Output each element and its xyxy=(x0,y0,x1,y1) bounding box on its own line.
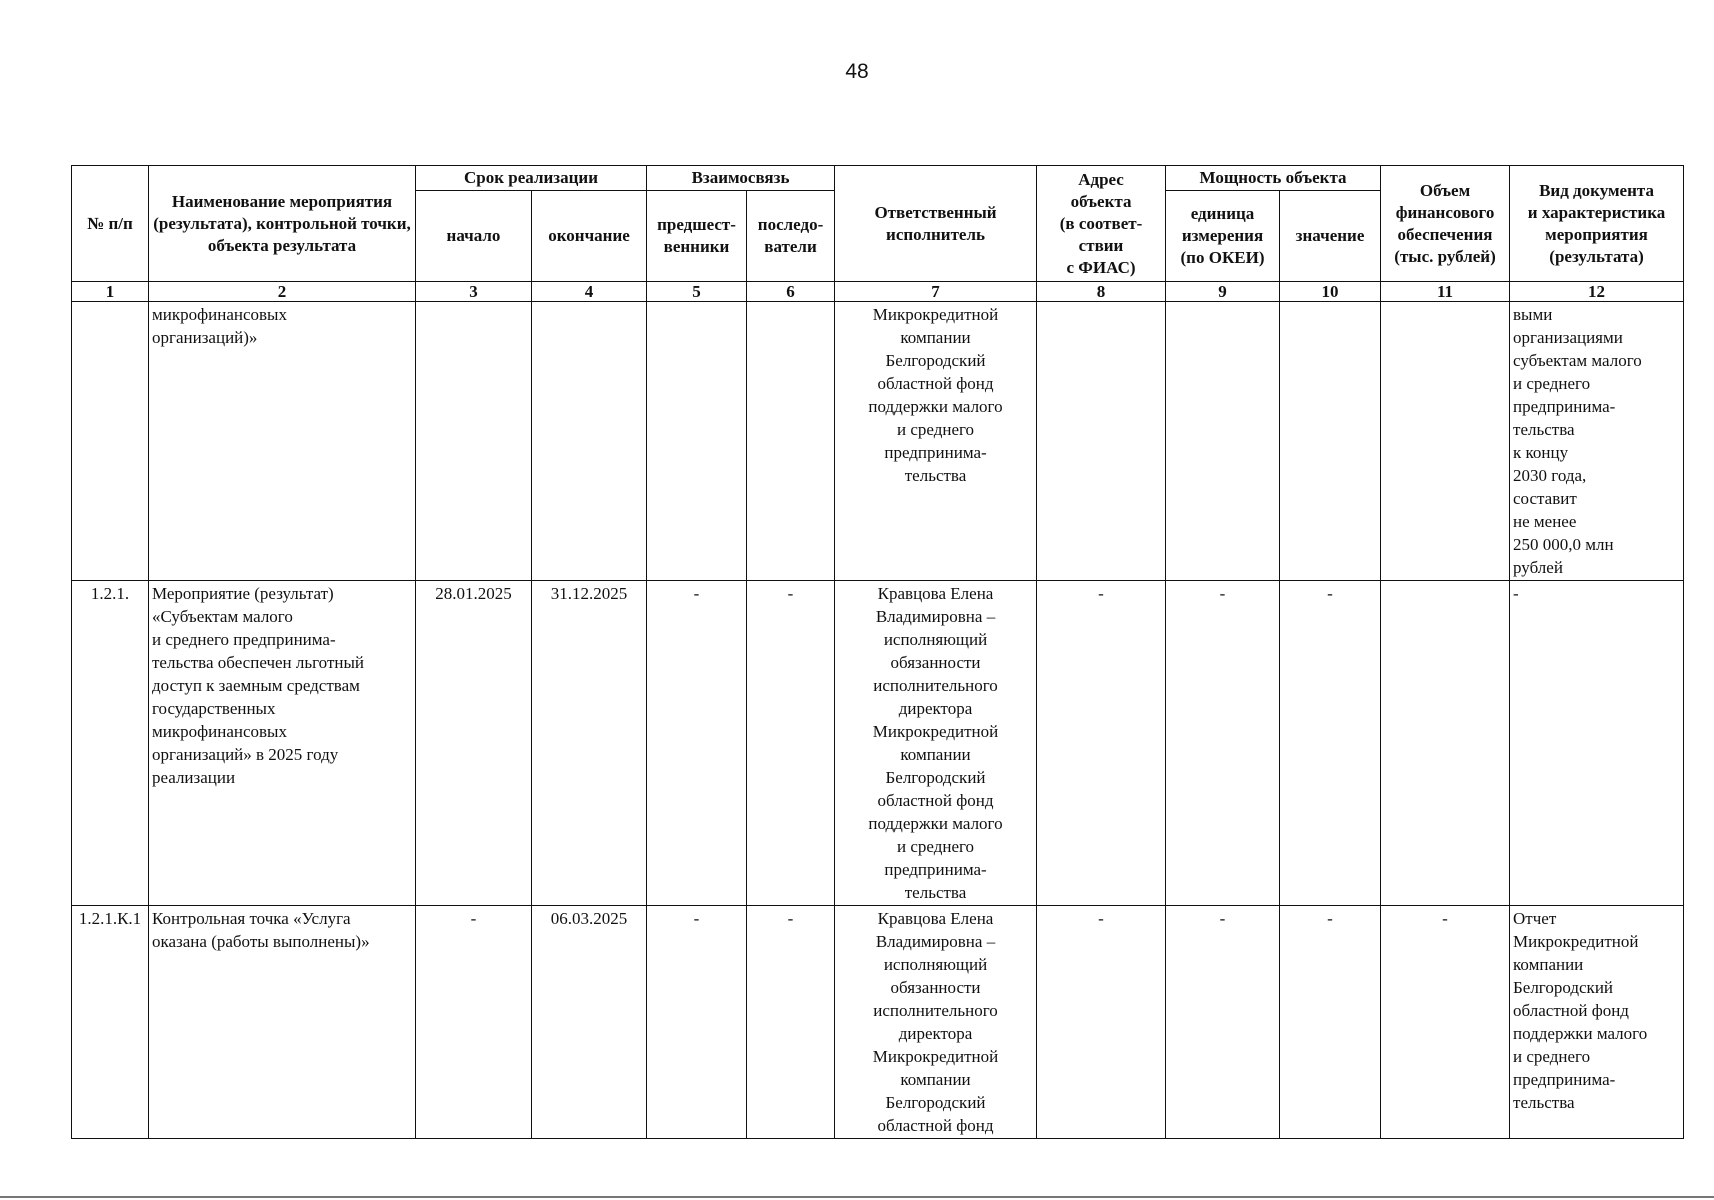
row-successors: - xyxy=(747,581,835,906)
row-name: Контрольная точка «Услуга оказана (работы выполнены)» xyxy=(149,906,416,1139)
header-address: Адрес объекта (в соответ- ствии с ФИАС) xyxy=(1037,166,1166,282)
row-num: 1.2.1.К.1 xyxy=(72,906,149,1139)
row-predecessors: - xyxy=(647,906,747,1139)
header-finance: Объем финансового обеспечения (тыс. рублей) xyxy=(1381,166,1510,282)
row-name: Мероприятие (результат) «Субъектам малого и среднего предпринима- тельства обеспечен льготный доступ к заемным средствам государственных микрофинансовых организаций» в 2025 году реализации xyxy=(149,581,416,906)
row-finance xyxy=(1381,581,1510,906)
row-finance xyxy=(1381,302,1510,581)
row-unit: - xyxy=(1166,581,1280,906)
table-header xyxy=(72,166,1684,302)
row-end: 06.03.2025 xyxy=(532,906,647,1139)
header-document: Вид документа и характеристика мероприятия (результата) xyxy=(1510,166,1684,282)
page-bottom-rule xyxy=(0,1196,1714,1198)
header-value: значение xyxy=(1280,191,1381,282)
row-unit: - xyxy=(1166,906,1280,1139)
column-number: 2 xyxy=(149,282,416,302)
row-responsible: Микрокредитной компании Белгородский областной фонд поддержки малого и среднего предпринима- тельства xyxy=(835,302,1037,581)
row-num xyxy=(72,302,149,581)
row-address: - xyxy=(1037,581,1166,906)
row-address xyxy=(1037,302,1166,581)
header-responsible: Ответственный исполнитель xyxy=(835,166,1037,282)
header-start: начало xyxy=(416,191,532,282)
table-row xyxy=(72,906,1684,1139)
header-name: Наименование мероприятия (результата), контрольной точки, объекта результата xyxy=(149,166,416,282)
row-finance: - xyxy=(1381,906,1510,1139)
page-number: 48 xyxy=(845,60,869,83)
column-number: 10 xyxy=(1280,282,1381,302)
column-number: 9 xyxy=(1166,282,1280,302)
column-number: 12 xyxy=(1510,282,1684,302)
header-end: окончание xyxy=(532,191,647,282)
plan-table xyxy=(71,165,1684,1139)
column-number: 7 xyxy=(835,282,1037,302)
column-number: 11 xyxy=(1381,282,1510,302)
row-predecessors: - xyxy=(647,581,747,906)
header-predecessors: предшест- венники xyxy=(647,191,747,282)
row-num: 1.2.1. xyxy=(72,581,149,906)
row-address: - xyxy=(1037,906,1166,1139)
table-row xyxy=(72,581,1684,906)
row-start: 28.01.2025 xyxy=(416,581,532,906)
row-successors xyxy=(747,302,835,581)
column-number: 3 xyxy=(416,282,532,302)
table-row xyxy=(72,302,1684,581)
header-num: № п/п xyxy=(72,166,149,282)
column-number: 1 xyxy=(72,282,149,302)
header-successors: последо- ватели xyxy=(747,191,835,282)
row-document: выми организациями субъектам малого и среднего предпринима- тельства к концу 2030 года, составит не менее 250 000,0 млн рублей xyxy=(1510,302,1684,581)
column-number: 4 xyxy=(532,282,647,302)
row-document: - xyxy=(1510,581,1684,906)
header-link-group: Взаимосвязь xyxy=(647,166,835,191)
row-successors: - xyxy=(747,906,835,1139)
column-number: 8 xyxy=(1037,282,1166,302)
row-start xyxy=(416,302,532,581)
row-name: микрофинансовых организаций)» xyxy=(149,302,416,581)
row-value: - xyxy=(1280,581,1381,906)
column-number: 6 xyxy=(747,282,835,302)
column-number: 5 xyxy=(647,282,747,302)
row-responsible: Кравцова Елена Владимировна – исполняющий обязанности исполнительного директора Микрокредитной компании Белгородский областной фонд поддержки малого и среднего предпринима- тельства xyxy=(835,581,1037,906)
header-term-group: Срок реализации xyxy=(416,166,647,191)
row-value: - xyxy=(1280,906,1381,1139)
row-value xyxy=(1280,302,1381,581)
row-document: Отчет Микрокредитной компании Белгородский областной фонд поддержки малого и среднего предпринима- тельства xyxy=(1510,906,1684,1139)
header-power-group: Мощность объекта xyxy=(1166,166,1381,191)
header-unit: единица измерения (по ОКЕИ) xyxy=(1166,191,1280,282)
row-end: 31.12.2025 xyxy=(532,581,647,906)
row-predecessors xyxy=(647,302,747,581)
row-unit xyxy=(1166,302,1280,581)
column-numbers-row xyxy=(72,282,1684,302)
row-start: - xyxy=(416,906,532,1139)
row-responsible: Кравцова Елена Владимировна – исполняющий обязанности исполнительного директора Микрокредитной компании Белгородский областной фонд xyxy=(835,906,1037,1139)
row-end xyxy=(532,302,647,581)
